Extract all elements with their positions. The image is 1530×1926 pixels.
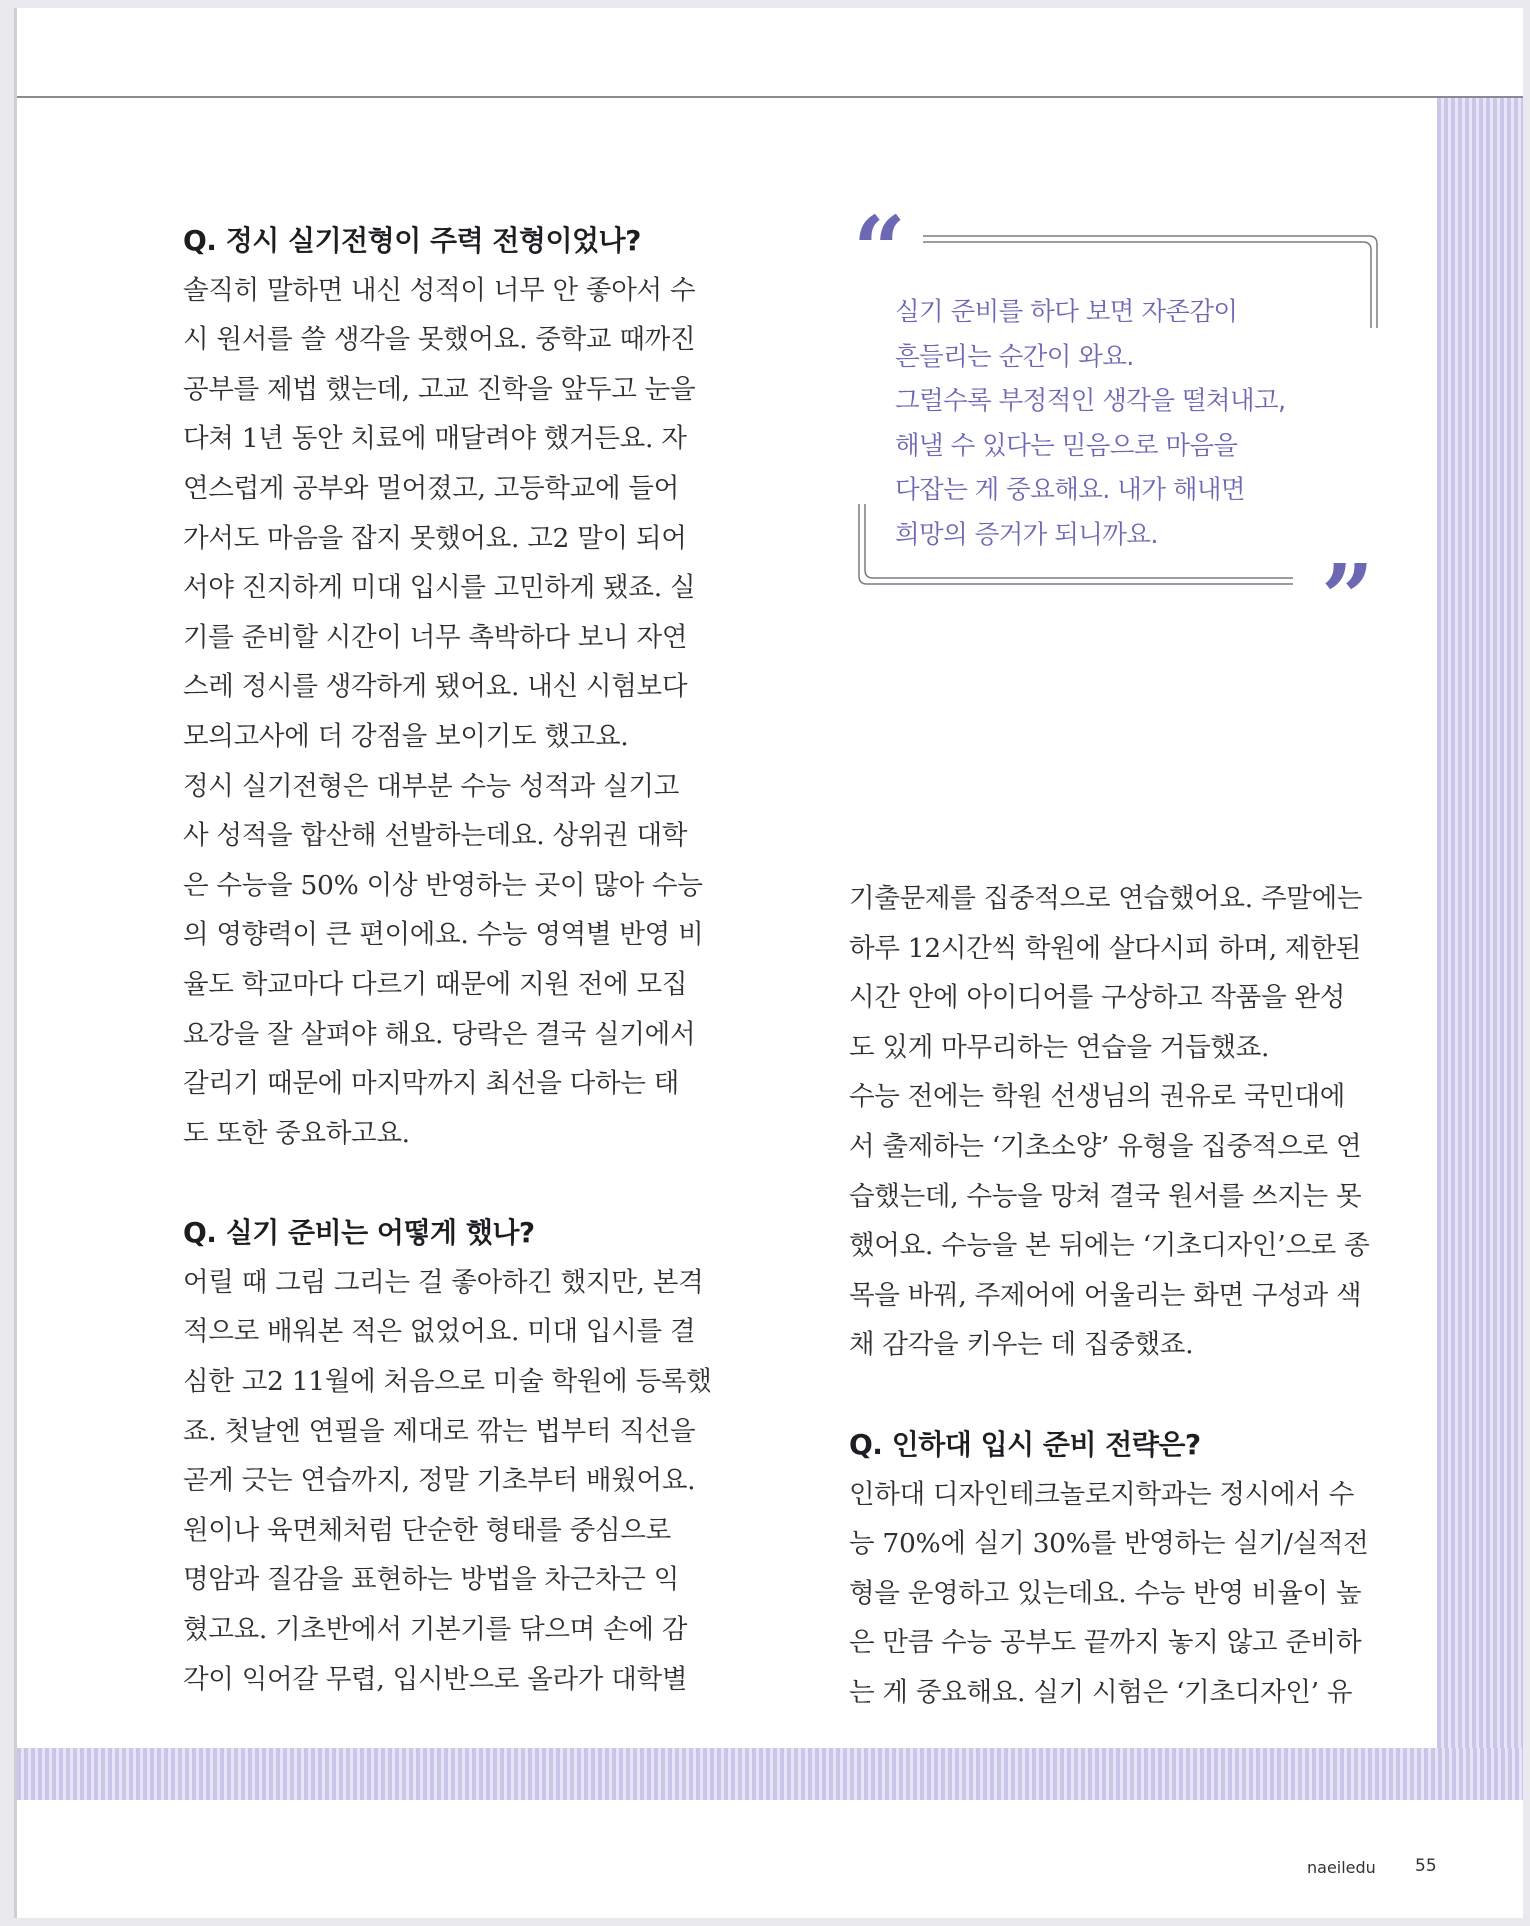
magazine-page — [14, 8, 1523, 1918]
body-text-line: 심한 고2 11월에 처음으로 미술 학원에 등록했 — [183, 1366, 712, 1398]
body-text-line: 갈리기 때문에 마지막까지 최선을 다하는 태 — [183, 1068, 679, 1100]
question-heading-1: Q. 정시 실기전형이 주력 전형이었나? — [183, 224, 641, 257]
body-text-line: 각이 익어갈 무렵, 입시반으로 올라가 대학별 — [183, 1663, 688, 1695]
body-text-line: 연스럽게 공부와 멀어졌고, 고등학교에 들어 — [183, 472, 679, 504]
pull-quote-line: 희망의 증거가 되니까요. — [895, 519, 1158, 550]
body-text-line: 시 원서를 쓸 생각을 못했어요. 중학교 때까진 — [183, 324, 696, 356]
body-text-line: 의 영향력이 큰 편이에요. 수능 영역별 반영 비 — [183, 919, 704, 951]
body-text-line: 모의고사에 더 강점을 보이기도 했고요. — [183, 720, 629, 752]
body-text-line: 서야 진지하게 미대 입시를 고민하게 됐죠. 실 — [183, 572, 696, 604]
body-text-line: 은 수능을 50% 이상 반영하는 곳이 많아 수능 — [183, 869, 703, 901]
pull-quote-text — [895, 290, 1286, 557]
answer-2-continued — [849, 874, 1389, 1370]
body-text-line: 시간 안에 아이디어를 구상하고 작품을 완성 — [849, 982, 1345, 1014]
pull-quote-line: 그럴수록 부정적인 생각을 떨쳐내고, — [895, 386, 1286, 416]
body-text-line: 도 또한 중요하고요. — [183, 1117, 410, 1149]
close-quote-icon: ” — [1321, 544, 1374, 652]
page-number: 55 — [1415, 1856, 1437, 1876]
body-text-line: 습했는데, 수능을 망쳐 결국 원서를 쓰지는 못 — [849, 1180, 1362, 1212]
body-text-line: 목을 바꿔, 주제어에 어울리는 화면 구성과 색 — [849, 1279, 1362, 1311]
body-text-line: 다쳐 1년 동안 치료에 매달려야 했거든요. 자 — [183, 423, 687, 455]
body-text-line: 어릴 때 그림 그리는 걸 좋아하긴 했지만, 본격 — [183, 1266, 704, 1298]
pull-quote-line: 해낼 수 있다는 믿음으로 마음을 — [895, 430, 1238, 461]
answer-2 — [183, 1258, 723, 1704]
open-quote-icon: “ — [853, 196, 906, 304]
pull-quote — [853, 196, 1385, 652]
body-text-line: 인하대 디자인테크놀로지학과는 정시에서 수 — [849, 1478, 1355, 1510]
body-text-line: 는 게 중요해요. 실기 시험은 ‘기초디자인’ 유 — [849, 1676, 1353, 1708]
body-text-line: 적으로 배워본 적은 없었어요. 미대 입시를 결 — [183, 1316, 696, 1348]
decorative-stripe-right — [1437, 98, 1523, 1758]
body-text-line: 가서도 마음을 잡지 못했어요. 고2 말이 되어 — [183, 522, 687, 554]
body-text-line: 수능 전에는 학원 선생님의 권유로 국민대에 — [849, 1081, 1345, 1113]
pull-quote-line: 흔들리는 순간이 와요. — [895, 341, 1134, 372]
body-text-line: 기출문제를 집중적으로 연습했어요. 주말에는 — [849, 883, 1363, 914]
body-text-line: 스레 정시를 생각하게 됐어요. 내신 시험보다 — [183, 671, 688, 703]
question-heading-3: Q. 인하대 입시 준비 전략은? — [849, 1427, 1201, 1461]
left-column — [183, 216, 723, 1704]
answer-3 — [849, 1470, 1389, 1718]
body-text-line: 죠. 첫날엔 연필을 제대로 깎는 법부터 직선을 — [183, 1415, 696, 1447]
body-text-line: 원이나 육면체처럼 단순한 형태를 중심으로 — [183, 1514, 671, 1546]
body-text-line: 명암과 질감을 표현하는 방법을 차근차근 익 — [183, 1564, 679, 1596]
body-text-line: 했어요. 수능을 본 뒤에는 ‘기초디자인’으로 종 — [849, 1230, 1370, 1262]
body-text-line: 요강을 잘 살펴야 해요. 당락은 결국 실기에서 — [183, 1018, 696, 1050]
body-text-line: 기를 준비할 시간이 너무 촉박하다 보니 자연 — [183, 621, 688, 653]
footer-brand: naeiledu — [1307, 1858, 1376, 1877]
body-text-line: 서 출제하는 ‘기초소양’ 유형을 집중적으로 연 — [849, 1130, 1362, 1162]
pull-quote-line: 실기 준비를 하다 보면 자존감이 — [895, 297, 1238, 327]
body-text-line: 은 만큼 수능 공부도 끝까지 놓지 않고 준비하 — [849, 1627, 1362, 1659]
body-text-line: 채 감각을 키우는 데 집중했죠. — [849, 1329, 1194, 1361]
question-heading-2: Q. 실기 준비는 어떻게 했나? — [183, 1216, 535, 1250]
top-rule — [17, 96, 1523, 98]
right-column — [849, 874, 1389, 1718]
decorative-stripe-bottom — [17, 1748, 1523, 1800]
body-text-line: 혔고요. 기초반에서 기본기를 닦으며 손에 감 — [183, 1614, 688, 1646]
body-text-line: 율도 학교마다 다르기 때문에 지원 전에 모집 — [183, 968, 688, 1000]
body-text-line: 곧게 긋는 연습까지, 정말 기초부터 배웠어요. — [183, 1465, 696, 1497]
pull-quote-line: 다잡는 게 중요해요. 내가 해내면 — [895, 475, 1245, 505]
body-text-line: 공부를 제법 했는데, 고교 진학을 앞두고 눈을 — [183, 373, 696, 405]
body-text-line: 도 있게 마무리하는 연습을 거듭했죠. — [849, 1031, 1270, 1063]
body-text-line: 형을 운영하고 있는데요. 수능 반영 비율이 높 — [849, 1577, 1362, 1609]
body-text-line: 정시 실기전형은 대부분 수능 성적과 실기고 — [183, 770, 679, 802]
body-text-line: 능 70%에 실기 30%를 반영하는 실기/실적전 — [849, 1528, 1369, 1560]
answer-1 — [183, 266, 723, 1159]
body-text-line: 사 성적을 합산해 선발하는데요. 상위권 대학 — [183, 820, 688, 852]
body-text-line: 하루 12시간씩 학원에 살다시피 하며, 제한된 — [849, 932, 1361, 964]
body-text-line: 솔직히 말하면 내신 성적이 너무 안 좋아서 수 — [183, 274, 696, 306]
